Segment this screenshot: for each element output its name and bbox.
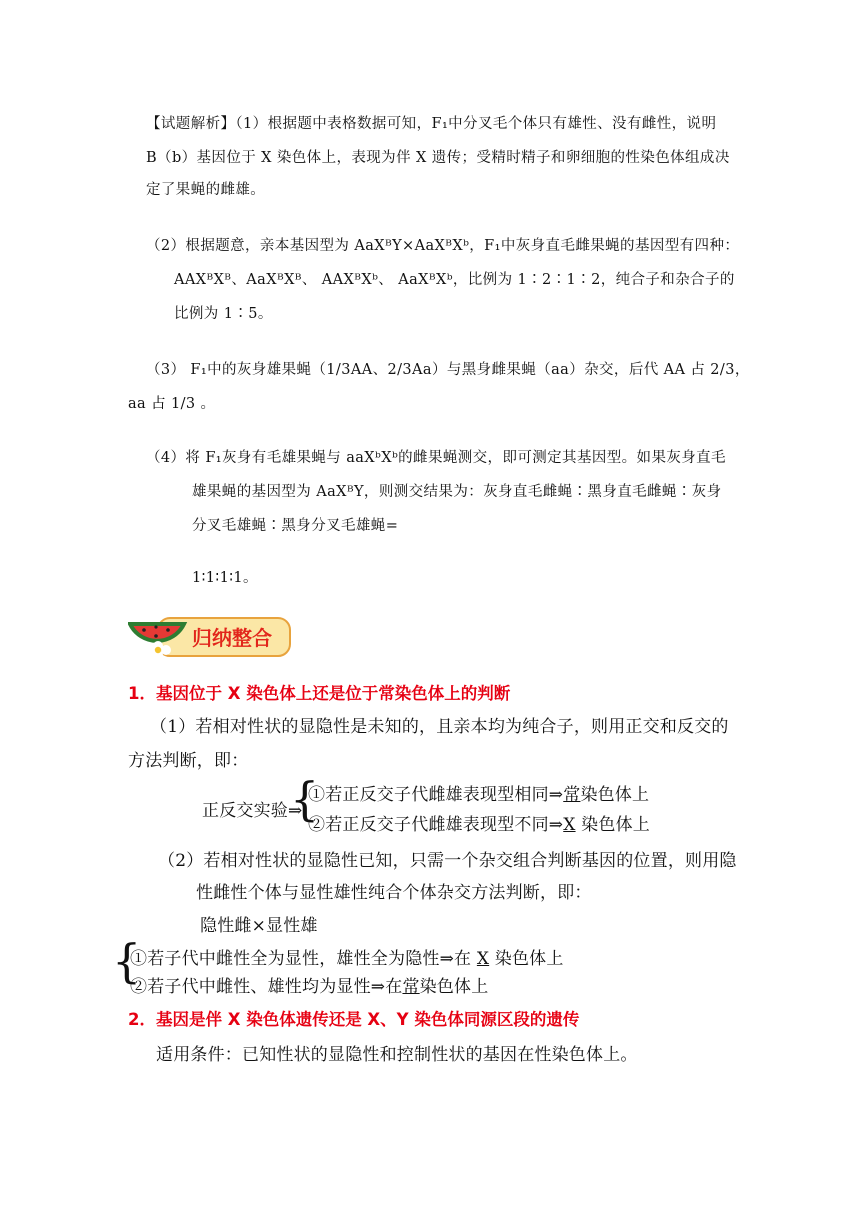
case-2: ②若正反交子代雌雄表现型不同⇒X 染色体上 xyxy=(308,815,650,835)
analysis-line-2: B（b）基因位于 X 染色体上，表现为伴 X 遗传；受精时精子和卵细胞的性染色体组成决 xyxy=(146,150,730,166)
section-2-heading: 2．基因是伴 X 染色体遗传还是 X、Y 染色体同源区段的遗传 xyxy=(128,1010,580,1029)
banner-title: 归纳整合 xyxy=(192,626,272,650)
analysis-label: 【试题解析】 xyxy=(146,116,236,132)
result-1: ①若子代中雌性全为显性，雄性全为隐性⇒在 X 染色体上 xyxy=(130,949,564,969)
analysis-line-1: 【试题解析】（1）根据题中表格数据可知，F₁中分叉毛个体只有雄性、没有雌性，说明 xyxy=(146,116,717,132)
brace-1: { xyxy=(290,772,320,826)
analysis-p4-line-3: 分叉毛雄蝇∶黑身分叉毛雄蝇= xyxy=(192,518,399,534)
analysis-p3-line-1: （3） F₁中的灰身雄果蝇（1/3AA、2/3Aa）与黑身雌果蝇（aa）杂交，后代 AA 占 2/3， xyxy=(146,362,750,378)
analysis-p2-line-2: AAXᴮXᴮ、AaXᴮXᴮ、 AAXᴮXᵇ、 AaXᴮXᵇ，比例为 1∶2∶1∶2，纯合子和杂合子的 xyxy=(174,272,735,288)
section-1-p2-line-2: 性雌性个体与显性雄性纯合个体杂交方法判断，即： xyxy=(196,883,592,903)
section-1-p1-line-1: （1）若相对性状的显隐性是未知的，且亲本均为纯合子，则用正交和反交的 xyxy=(150,717,729,737)
analysis-p2-line-3: 比例为 1∶5。 xyxy=(174,306,273,322)
analysis-p4-line-2: 雄果蝇的基因型为 AaXᴮY，则测交结果为：灰身直毛雌蝇∶黑身直毛雌蝇∶灰身 xyxy=(192,484,722,500)
analysis-p4-line-4: 1∶1∶1∶1。 xyxy=(192,570,258,586)
analysis-p4-line-1: （4）将 F₁灰身有毛雄果蝇与 aaXᵇXᵇ的雌果蝇测交，即可测定其基因型。如果灰身直毛 xyxy=(146,450,726,466)
section-1-p1-line-2: 方法判断，即： xyxy=(128,751,249,771)
result-2: ②若子代中雌性、雄性均为显性⇒在常染色体上 xyxy=(130,977,489,997)
analysis-p3-line-2: aa 占 1/3 。 xyxy=(128,396,216,412)
summary-banner xyxy=(128,610,294,662)
case-1: ①若正反交子代雌雄表现型相同⇒常染色体上 xyxy=(308,785,650,805)
section-2-p1: 适用条件：已知性状的显隐性和控制性状的基因在性染色体上。 xyxy=(156,1045,638,1065)
brace-2: { xyxy=(112,934,142,988)
analysis-line-3: 定了果蝇的雌雄。 xyxy=(146,182,266,198)
exp-label: 正反交实验⇒ xyxy=(202,801,303,821)
analysis-p2-line-1: （2）根据题意，亲本基因型为 AaXᴮY×AaXᴮXᵇ，F₁中灰身直毛雌果蝇的基因型有四种： xyxy=(146,238,740,254)
section-1-heading: 1．基因位于 X 染色体上还是位于常染色体上的判断 xyxy=(128,684,511,703)
section-1-p2-line-1: （2）若相对性状的显隐性已知，只需一个杂交组合判断基因的位置，则用隐 xyxy=(158,851,737,871)
cross-label: 隐性雌×显性雄 xyxy=(200,916,318,936)
